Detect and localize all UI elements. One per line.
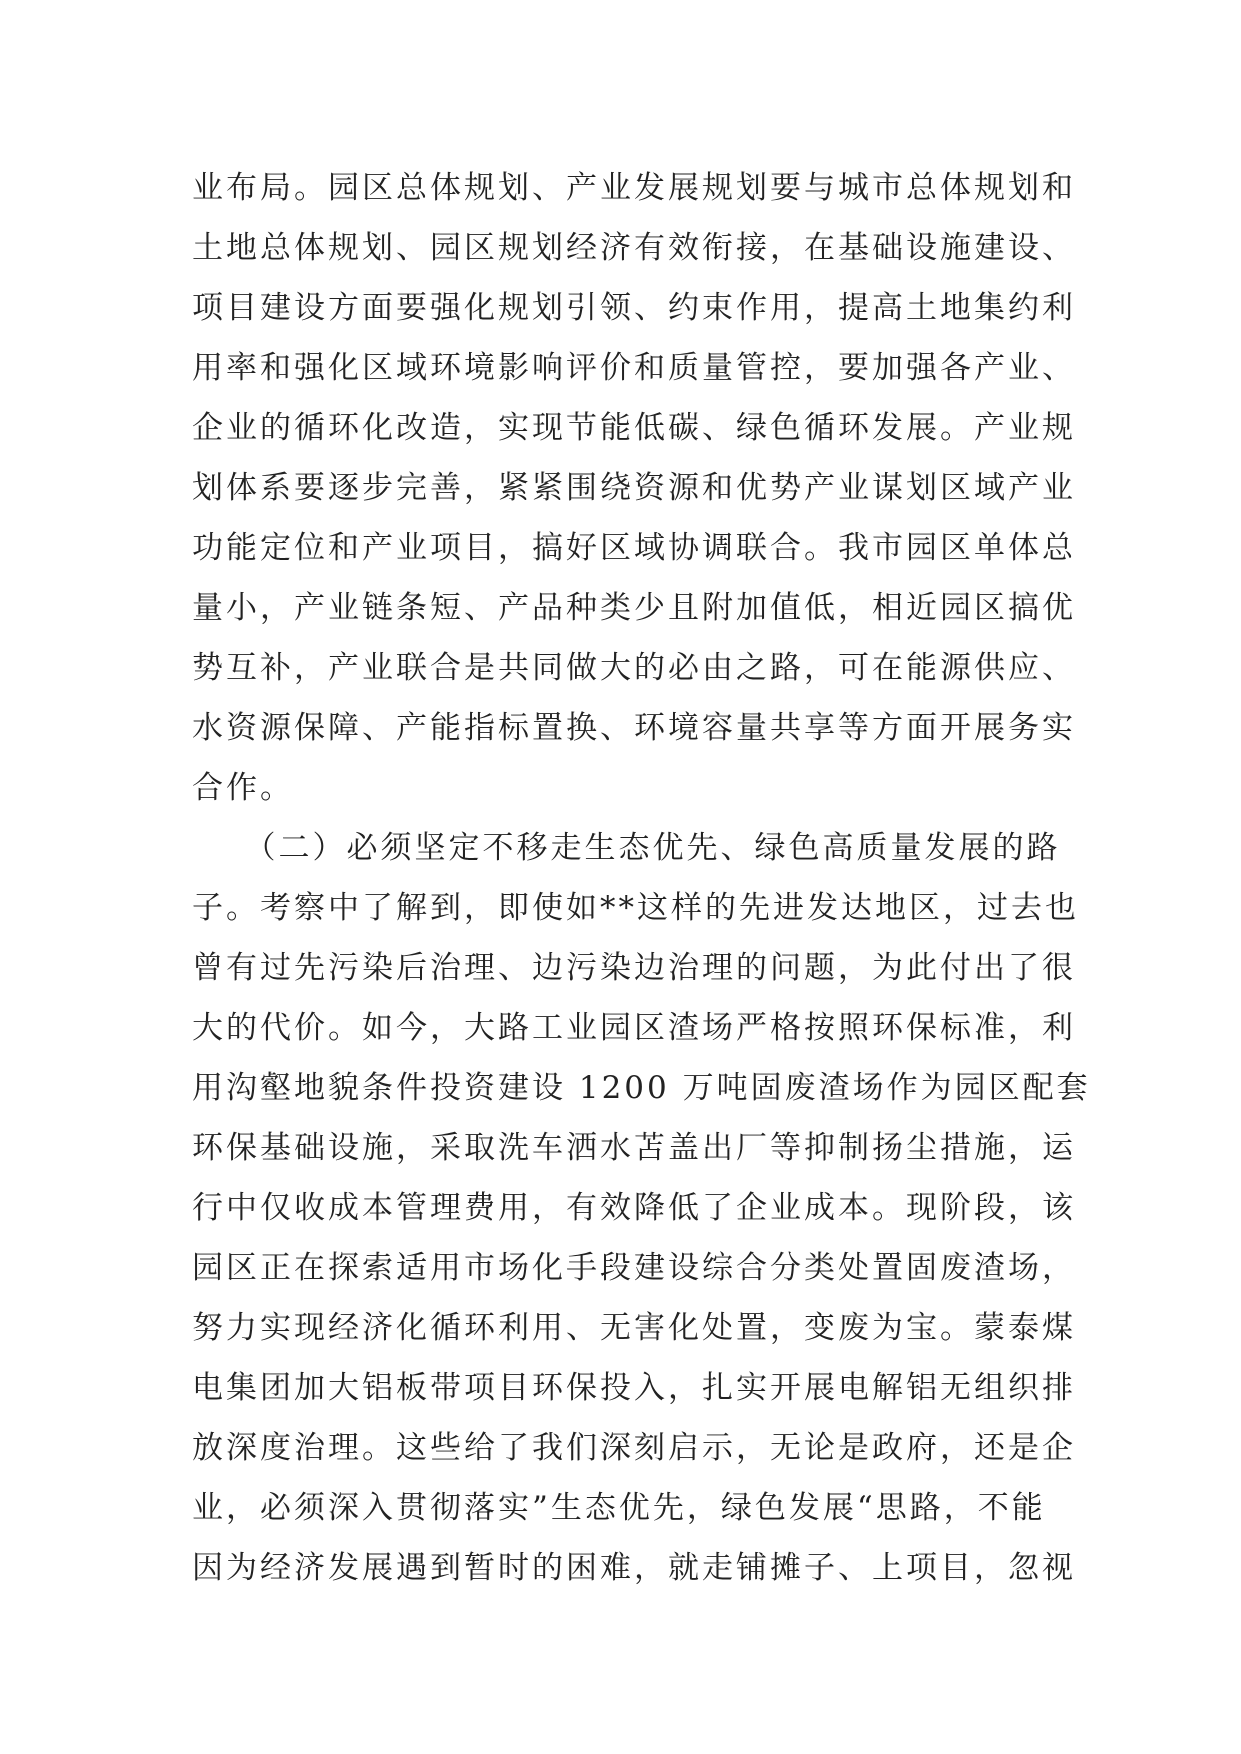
text-line: 放深度治理。这些给了我们深刻启示，无论是政府，还是企 — [192, 1430, 1076, 1466]
text-line: 合作。 — [192, 770, 294, 806]
paragraph-1 — [192, 158, 1076, 818]
text-line: 业布局。园区总体规划、产业发展规划要与城市总体规划和 — [192, 170, 1076, 206]
text-line: 大的代价。如今，大路工业园区渣场严格按照环保标准，利 — [192, 1010, 1076, 1046]
text-line: 业，必须深入贯彻落实”生态优先，绿色发展“思路，不能 — [192, 1490, 1046, 1526]
text-line: 水资源保障、产能指标置换、环境容量共享等方面开展务实 — [192, 710, 1076, 746]
text-line: 项目建设方面要强化规划引领、约束作用，提高土地集约利 — [192, 290, 1076, 326]
text-line: 量小，产业链条短、产品种类少且附加值低，相近园区搞优 — [192, 590, 1076, 626]
text-line: 环保基础设施，采取洗车洒水苫盖出厂等抑制扬尘措施，运 — [192, 1130, 1076, 1166]
text-line: 因为经济发展遇到暂时的困难，就走铺摊子、上项目，忽视 — [192, 1550, 1076, 1586]
text-line: 功能定位和产业项目，搞好区域协调联合。我市园区单体总 — [192, 530, 1076, 566]
text-line: 园区正在探索适用市场化手段建设综合分类处置固废渣场， — [192, 1250, 1076, 1286]
document-body — [192, 158, 1091, 1598]
text-line: （二）必须坚定不移走生态优先、绿色高质量发展的路 — [192, 830, 1061, 866]
text-line: 用率和强化区域环境影响评价和质量管控，要加强各产业、 — [192, 350, 1076, 386]
text-line: 子。考察中了解到，即使如**这样的先进发达地区，过去也 — [192, 890, 1079, 926]
text-line: 企业的循环化改造，实现节能低碳、绿色循环发展。产业规 — [192, 410, 1076, 446]
text-line: 土地总体规划、园区规划经济有效衔接，在基础设施建设、 — [192, 230, 1076, 266]
text-line: 努力实现经济化循环利用、无害化处置，变废为宝。蒙泰煤 — [192, 1310, 1076, 1346]
paragraph-2 — [192, 818, 1091, 1598]
text-line: 电集团加大铝板带项目环保投入，扎实开展电解铝无组织排 — [192, 1370, 1076, 1406]
text-line: 用沟壑地貌条件投资建设 1200 万吨固废渣场作为园区配套 — [192, 1070, 1091, 1106]
text-line: 行中仅收成本管理费用，有效降低了企业成本。现阶段，该 — [192, 1190, 1076, 1226]
text-line: 曾有过先污染后治理、边污染边治理的问题，为此付出了很 — [192, 950, 1076, 986]
text-line: 划体系要逐步完善，紧紧围绕资源和优势产业谋划区域产业 — [192, 470, 1076, 506]
text-line: 势互补，产业联合是共同做大的必由之路，可在能源供应、 — [192, 650, 1076, 686]
